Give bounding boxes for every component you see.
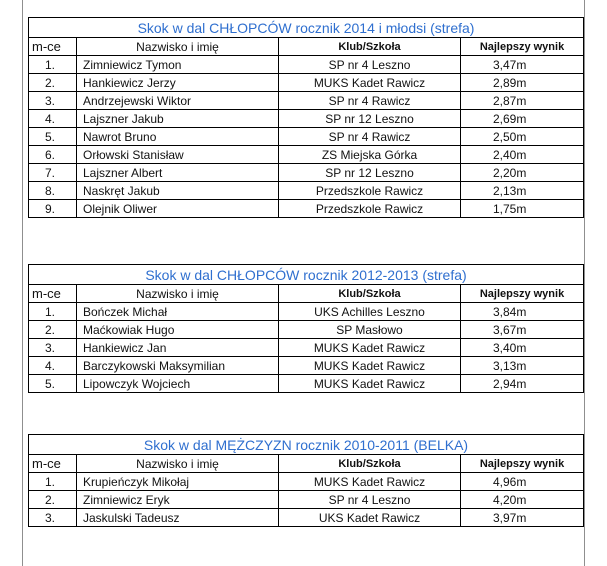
row-place: 3. — [29, 509, 77, 527]
header-name: Nazwisko i imię — [77, 285, 279, 303]
row-club: UKS Achilles Leszno — [279, 303, 461, 321]
row-result: 4,20m — [461, 491, 584, 509]
table-row — [29, 303, 584, 321]
row-result: 2,13m — [461, 182, 584, 200]
row-result: 2,40m — [461, 146, 584, 164]
row-result: 2,87m — [461, 92, 584, 110]
table-row — [29, 200, 584, 218]
row-result: 2,20m — [461, 164, 584, 182]
header-row — [29, 285, 584, 303]
row-place: 1. — [29, 303, 77, 321]
row-name: Jaskulski Tadeusz — [77, 509, 279, 527]
row-place: 8. — [29, 182, 77, 200]
results-table-2014 — [28, 17, 584, 218]
row-name: Zimniewicz Eryk — [77, 491, 279, 509]
row-result: 2,69m — [461, 110, 584, 128]
header-name: Nazwisko i imię — [77, 455, 279, 473]
row-club: UKS Kadet Rawicz — [279, 509, 461, 527]
row-name: Lajszner Jakub — [77, 110, 279, 128]
row-name: Orłowski Stanisław — [77, 146, 279, 164]
table-row — [29, 110, 584, 128]
table-row — [29, 375, 584, 393]
table-row — [29, 491, 584, 509]
header-row — [29, 38, 584, 56]
row-club: MUKS Kadet Rawicz — [279, 74, 461, 92]
row-result: 4,96m — [461, 473, 584, 491]
row-place: 6. — [29, 146, 77, 164]
row-result: 2,89m — [461, 74, 584, 92]
row-name: Lajszner Albert — [77, 164, 279, 182]
row-place: 2. — [29, 321, 77, 339]
row-place: 3. — [29, 339, 77, 357]
table-row — [29, 92, 584, 110]
table-row — [29, 74, 584, 92]
table-row — [29, 357, 584, 375]
row-result: 3,40m — [461, 339, 584, 357]
row-club: SP nr 12 Leszno — [279, 110, 461, 128]
row-name: Andrzejewski Wiktor — [77, 92, 279, 110]
header-club: Klub/Szkoła — [279, 455, 461, 473]
header-result: Najlepszy wynik — [461, 38, 584, 56]
row-name: Olejnik Oliwer — [77, 200, 279, 218]
row-club: MUKS Kadet Rawicz — [279, 357, 461, 375]
header-place: m-ce — [29, 38, 77, 56]
row-name: Hankiewicz Jerzy — [77, 74, 279, 92]
table-row — [29, 473, 584, 491]
row-result: 3,13m — [461, 357, 584, 375]
row-result: 1,75m — [461, 200, 584, 218]
row-place: 5. — [29, 128, 77, 146]
row-place: 7. — [29, 164, 77, 182]
table-row — [29, 321, 584, 339]
page-edge-right — [584, 0, 585, 566]
row-name: Krupieńczyk Mikołaj — [77, 473, 279, 491]
table-title: Skok w dal MĘŻCZYZN rocznik 2010-2011 (BELKA) — [29, 435, 584, 455]
row-name: Bończek Michał — [77, 303, 279, 321]
header-place: m-ce — [29, 455, 77, 473]
row-club: SP nr 4 Rawicz — [279, 128, 461, 146]
row-place: 1. — [29, 56, 77, 74]
row-name: Nawrot Bruno — [77, 128, 279, 146]
header-place: m-ce — [29, 285, 77, 303]
row-place: 4. — [29, 357, 77, 375]
results-table-2012-2013 — [28, 264, 584, 393]
row-name: Zimniewicz Tymon — [77, 56, 279, 74]
row-club: MUKS Kadet Rawicz — [279, 375, 461, 393]
row-club: SP nr 4 Rawicz — [279, 92, 461, 110]
results-table-2010-2011 — [28, 434, 584, 527]
row-club: MUKS Kadet Rawicz — [279, 473, 461, 491]
row-place: 4. — [29, 110, 77, 128]
table-row — [29, 128, 584, 146]
row-club: Przedszkole Rawicz — [279, 200, 461, 218]
row-club: SP nr 12 Leszno — [279, 164, 461, 182]
row-place: 2. — [29, 74, 77, 92]
header-result: Najlepszy wynik — [461, 455, 584, 473]
row-name: Maćkowiak Hugo — [77, 321, 279, 339]
header-club: Klub/Szkoła — [279, 38, 461, 56]
row-result: 3,47m — [461, 56, 584, 74]
row-place: 5. — [29, 375, 77, 393]
table-row — [29, 56, 584, 74]
row-name: Lipowczyk Wojciech — [77, 375, 279, 393]
header-club: Klub/Szkoła — [279, 285, 461, 303]
row-club: SP nr 4 Leszno — [279, 491, 461, 509]
row-club: MUKS Kadet Rawicz — [279, 339, 461, 357]
table-row — [29, 509, 584, 527]
row-name: Barczykowski Maksymilian — [77, 357, 279, 375]
row-result: 3,84m — [461, 303, 584, 321]
table-title: Skok w dal CHŁOPCÓW rocznik 2014 i młodsi (strefa) — [29, 18, 584, 38]
row-result: 3,97m — [461, 509, 584, 527]
row-result: 3,67m — [461, 321, 584, 339]
page-edge-left — [22, 0, 23, 566]
row-place: 2. — [29, 491, 77, 509]
header-row — [29, 455, 584, 473]
table-title: Skok w dal CHŁOPCÓW rocznik 2012-2013 (strefa) — [29, 265, 584, 285]
header-result: Najlepszy wynik — [461, 285, 584, 303]
table-row — [29, 182, 584, 200]
table-row — [29, 339, 584, 357]
table-row — [29, 164, 584, 182]
row-club: ZS Miejska Górka — [279, 146, 461, 164]
row-result: 2,50m — [461, 128, 584, 146]
row-result: 2,94m — [461, 375, 584, 393]
row-club: Przedszkole Rawicz — [279, 182, 461, 200]
row-place: 3. — [29, 92, 77, 110]
row-place: 9. — [29, 200, 77, 218]
header-name: Nazwisko i imię — [77, 38, 279, 56]
table-row — [29, 146, 584, 164]
row-club: SP Masłowo — [279, 321, 461, 339]
row-name: Hankiewicz Jan — [77, 339, 279, 357]
row-place: 1. — [29, 473, 77, 491]
row-name: Naskręt Jakub — [77, 182, 279, 200]
row-club: SP nr 4 Leszno — [279, 56, 461, 74]
